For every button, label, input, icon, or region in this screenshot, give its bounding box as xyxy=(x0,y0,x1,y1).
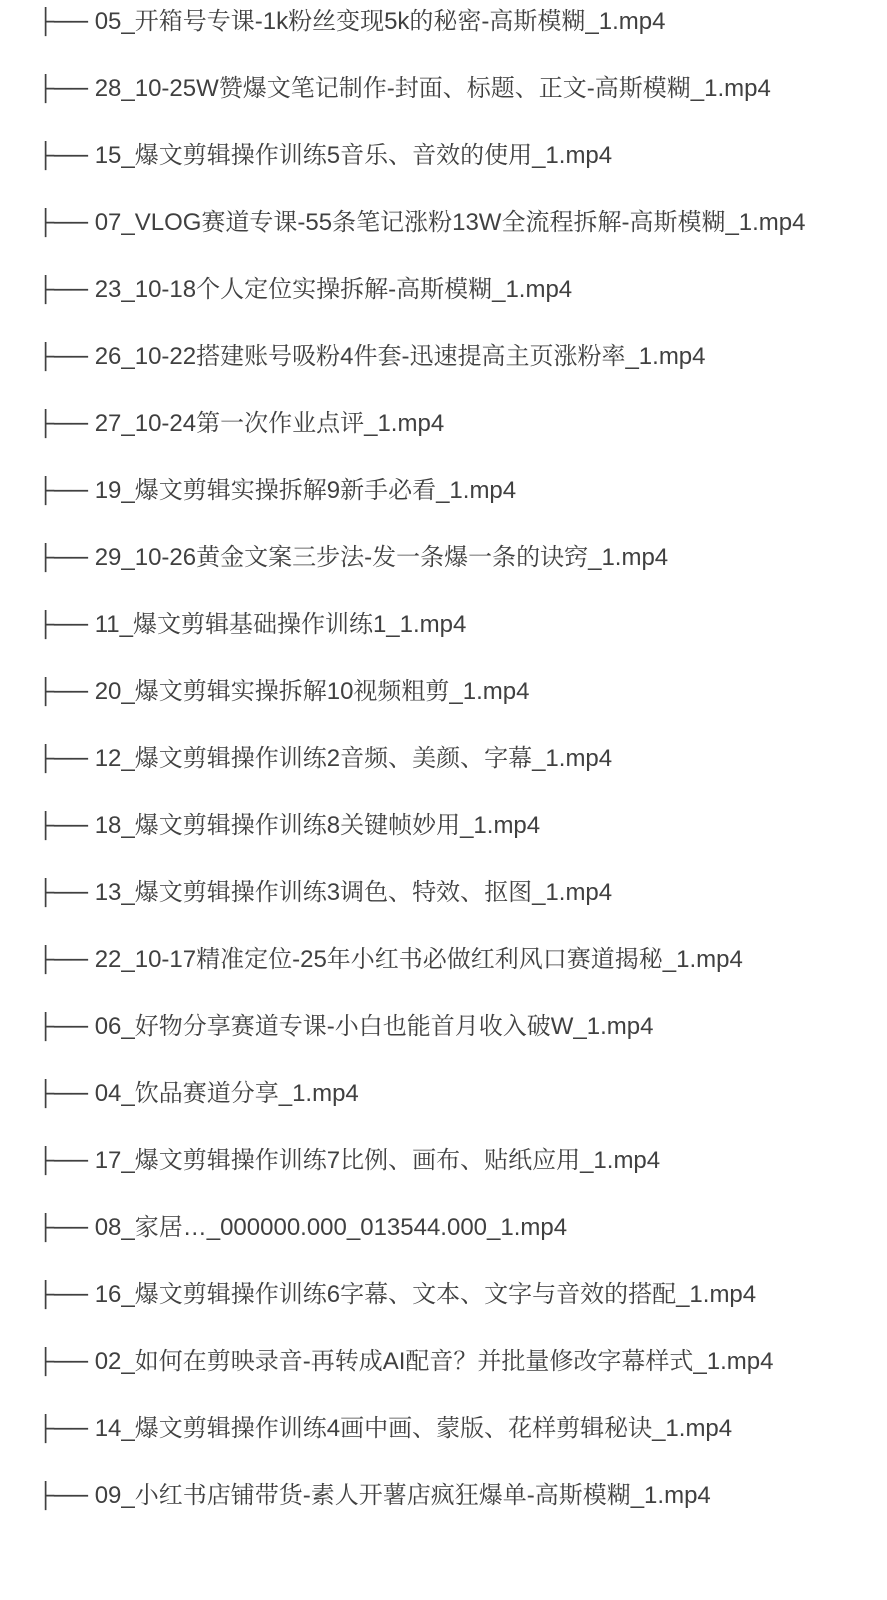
tree-branch-icon: ├── xyxy=(37,477,89,504)
filename-text: 06_好物分享赛道专课-小白也能首月收入破W_1.mp4 xyxy=(94,1013,654,1040)
tree-branch-icon: ├── xyxy=(37,1482,89,1509)
tree-row xyxy=(37,591,835,658)
filename-text: 09_小红书店铺带货-素人开薯店疯狂爆单-高斯模糊_1.mp4 xyxy=(94,1482,711,1509)
tree-branch-icon: ├── xyxy=(37,611,89,638)
filename-text: 22_10-17精准定位-25年小红书必做红利风口赛道揭秘_1.mp4 xyxy=(94,946,743,973)
filename-text: 29_10-26黄金文案三步法-发一条爆一条的诀窍_1.mp4 xyxy=(94,544,669,571)
tree-branch-icon: ├── xyxy=(37,812,89,839)
tree-row xyxy=(37,1462,835,1529)
filename-text: 20_爆文剪辑实操拆解10视频粗剪_1.mp4 xyxy=(94,678,530,705)
tree-branch-icon: ├── xyxy=(37,1080,89,1107)
filename-text: 11_爆文剪辑基础操作训练1_1.mp4 xyxy=(94,611,467,638)
tree-row xyxy=(37,189,835,256)
tree-row xyxy=(37,390,835,457)
tree-row xyxy=(37,792,835,859)
tree-branch-icon: ├── xyxy=(37,410,89,437)
tree-row xyxy=(37,256,835,323)
tree-row xyxy=(37,122,835,189)
filename-text: 08_家居…_000000.000_013544.000_1.mp4 xyxy=(94,1214,568,1241)
filename-text: 26_10-22搭建账号吸粉4件套-迅速提高主页涨粉率_1.mp4 xyxy=(94,343,706,370)
tree-row xyxy=(37,1261,835,1328)
tree-branch-icon: ├── xyxy=(37,142,89,169)
tree-row xyxy=(37,524,835,591)
tree-branch-icon: ├── xyxy=(37,745,89,772)
tree-row xyxy=(37,658,835,725)
tree-branch-icon: ├── xyxy=(37,1348,89,1375)
filename-text: 13_爆文剪辑操作训练3调色、特效、抠图_1.mp4 xyxy=(94,879,613,906)
filename-text: 18_爆文剪辑操作训练8关键帧妙用_1.mp4 xyxy=(94,812,541,839)
filename-text: 04_饮品赛道分享_1.mp4 xyxy=(94,1080,359,1107)
tree-branch-icon: ├── xyxy=(37,544,89,571)
filename-text: 07_VLOG赛道专课-55条笔记涨粉13W全流程拆解-高斯模糊_1.mp4 xyxy=(94,209,806,236)
tree-row xyxy=(37,859,835,926)
filename-text: 27_10-24第一次作业点评_1.mp4 xyxy=(94,410,445,437)
tree-branch-icon: ├── xyxy=(37,1415,89,1442)
filename-text: 19_爆文剪辑实操拆解9新手必看_1.mp4 xyxy=(94,477,517,504)
tree-row xyxy=(37,1060,835,1127)
tree-branch-icon: ├── xyxy=(37,276,89,303)
filename-text: 14_爆文剪辑操作训练4画中画、蒙版、花样剪辑秘诀_1.mp4 xyxy=(94,1415,733,1442)
tree-row xyxy=(37,1127,835,1194)
tree-row xyxy=(37,1194,835,1261)
tree-branch-icon: ├── xyxy=(37,209,89,236)
tree-branch-icon: ├── xyxy=(37,343,89,370)
filename-text: 17_爆文剪辑操作训练7比例、画布、贴纸应用_1.mp4 xyxy=(94,1147,661,1174)
tree-row xyxy=(37,1328,835,1395)
tree-branch-icon: ├── xyxy=(37,75,89,102)
filename-text: 12_爆文剪辑操作训练2音频、美颜、字幕_1.mp4 xyxy=(94,745,613,772)
tree-row xyxy=(37,0,835,55)
filename-text: 16_爆文剪辑操作训练6字幕、文本、文字与音效的搭配_1.mp4 xyxy=(94,1281,757,1308)
filename-text: 02_如何在剪映录音-再转成AI配音？并批量修改字幕样式_1.mp4 xyxy=(94,1348,774,1375)
tree-branch-icon: ├── xyxy=(37,1214,89,1241)
tree-branch-icon: ├── xyxy=(37,1013,89,1040)
tree-branch-icon: ├── xyxy=(37,1147,89,1174)
tree-row xyxy=(37,457,835,524)
tree-row xyxy=(37,993,835,1060)
tree-row xyxy=(37,55,835,122)
tree-row xyxy=(37,323,835,390)
tree-branch-icon: ├── xyxy=(37,879,89,906)
filename-text: 23_10-18个人定位实操拆解-高斯模糊_1.mp4 xyxy=(94,276,573,303)
filename-text: 28_10-25W赞爆文笔记制作-封面、标题、正文-高斯模糊_1.mp4 xyxy=(94,75,771,102)
tree-row xyxy=(37,926,835,993)
tree-branch-icon: ├── xyxy=(37,1281,89,1308)
filename-text: 05_开箱号专课-1k粉丝变现5k的秘密-高斯模糊_1.mp4 xyxy=(94,8,666,35)
tree-branch-icon: ├── xyxy=(37,678,89,705)
filename-text: 15_爆文剪辑操作训练5音乐、音效的使用_1.mp4 xyxy=(94,142,613,169)
tree-row xyxy=(37,725,835,792)
tree-row xyxy=(37,1395,835,1462)
tree-branch-icon: ├── xyxy=(37,946,89,973)
tree-branch-icon: ├── xyxy=(37,8,89,35)
